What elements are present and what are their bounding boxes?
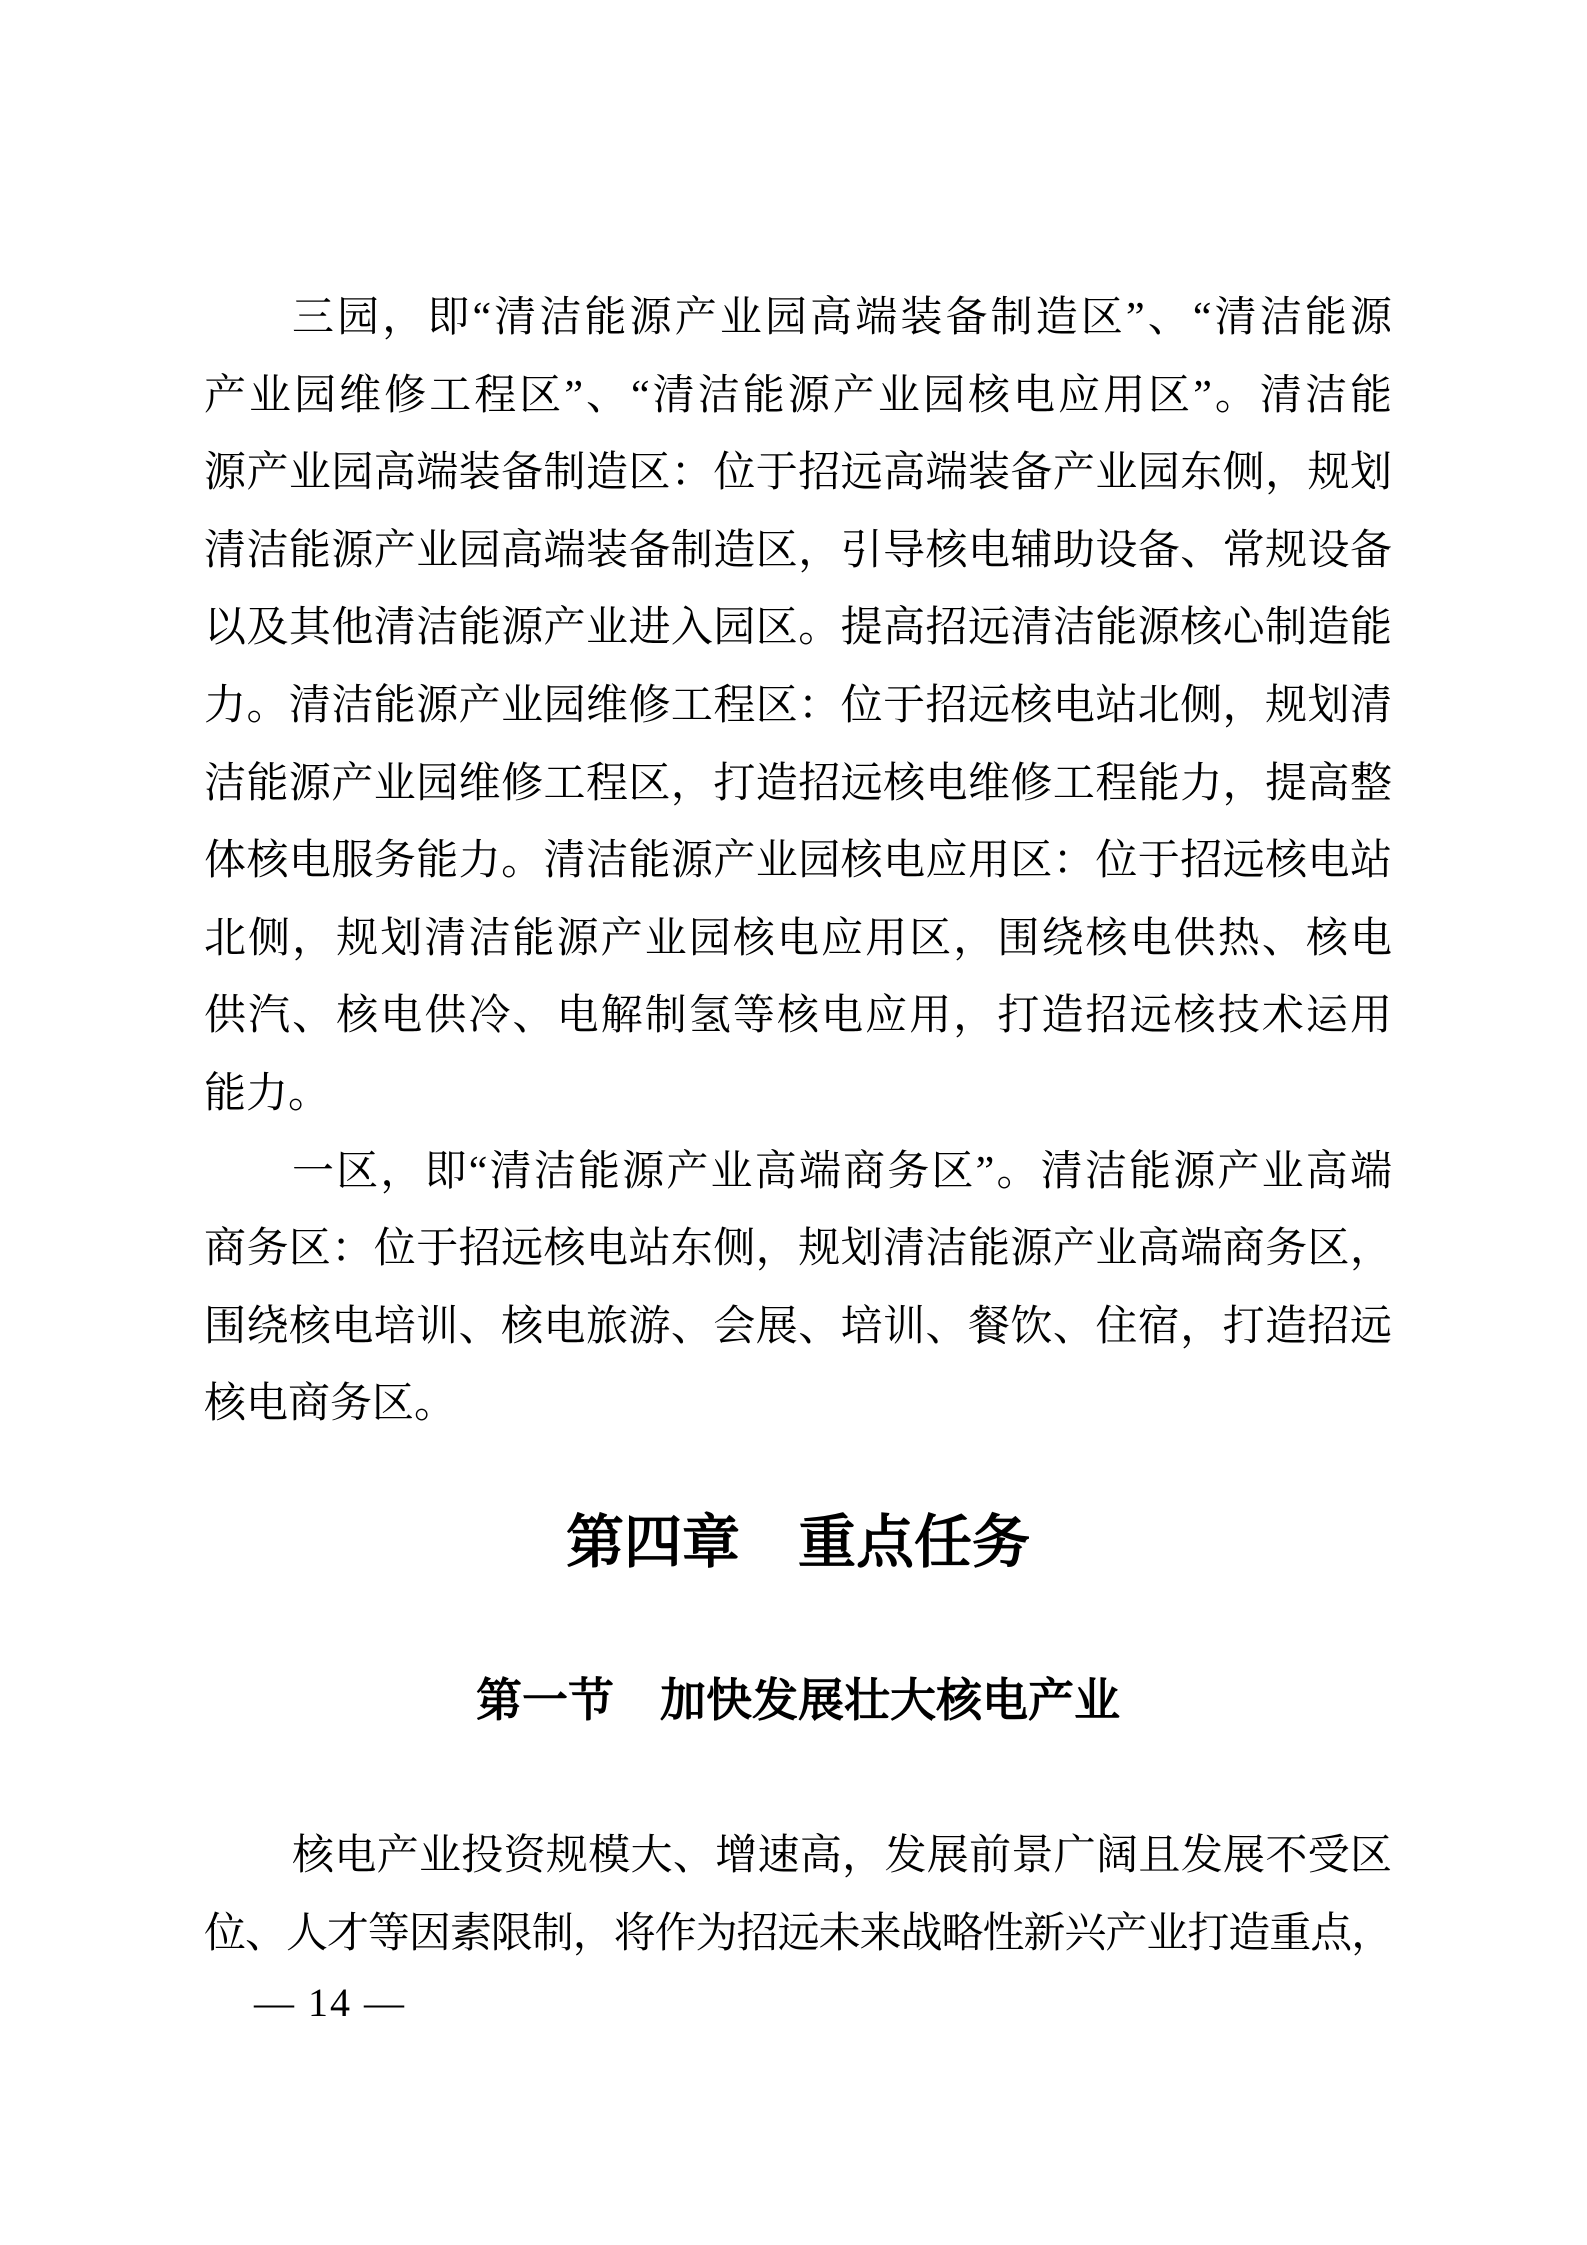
paragraph-line: 北侧，规划清洁能源产业园核电应用区，围绕核电供热、核电 xyxy=(204,915,1392,962)
paragraph-line: 一区，即“清洁能源产业高端商务区”。清洁能源产业高端 xyxy=(292,1148,1392,1195)
paragraph-line: 以及其他清洁能源产业进入园区。提高招远清洁能源核心制造能 xyxy=(204,605,1392,652)
body-text-block xyxy=(204,280,1392,1444)
chapter-heading: 第四章 重点任务 xyxy=(565,1510,1030,1575)
paragraph-line: 源产业园高端装备制造区：位于招远高端装备产业园东侧，规划 xyxy=(204,450,1392,497)
paragraph-line: 清洁能源产业园高端装备制造区，引导核电辅助设备、常规设备 xyxy=(204,527,1392,574)
section-heading: 第一节 加快发展壮大核电产业 xyxy=(476,1674,1120,1726)
paragraph-line: 围绕核电培训、核电旅游、会展、培训、餐饮、住宿，打造招远 xyxy=(204,1303,1392,1350)
paragraph-line: 位、人才等因素限制，将作为招远未来战略性新兴产业打造重点， xyxy=(204,1910,1392,1957)
paragraph-line: 体核电服务能力。清洁能源产业园核电应用区：位于招远核电站 xyxy=(204,838,1392,885)
paragraph-line: 供汽、核电供冷、电解制氢等核电应用，打造招远核技术运用 xyxy=(204,993,1392,1040)
paragraph-line: 洁能源产业园维修工程区，打造招远核电维修工程能力，提高整 xyxy=(204,760,1392,807)
page-number: — 14 — xyxy=(254,1980,406,2025)
paragraph-line: 产业园维修工程区”、“清洁能源产业园核电应用区”。清洁能 xyxy=(204,372,1392,419)
body-text-block xyxy=(204,1818,1392,1973)
paragraph-line: 核电产业投资规模大、增速高，发展前景广阔且发展不受区 xyxy=(292,1833,1392,1879)
paragraph-line: 能力。 xyxy=(204,1070,331,1117)
paragraph-line: 商务区：位于招远核电站东侧，规划清洁能源产业高端商务区， xyxy=(204,1226,1392,1273)
paragraph-line: 核电商务区。 xyxy=(204,1381,457,1428)
paragraph-line: 力。清洁能源产业园维修工程区：位于招远核电站北侧，规划清 xyxy=(204,682,1392,729)
paragraph-line: 三园，即“清洁能源产业园高端装备制造区”、“清洁能源 xyxy=(292,295,1392,341)
